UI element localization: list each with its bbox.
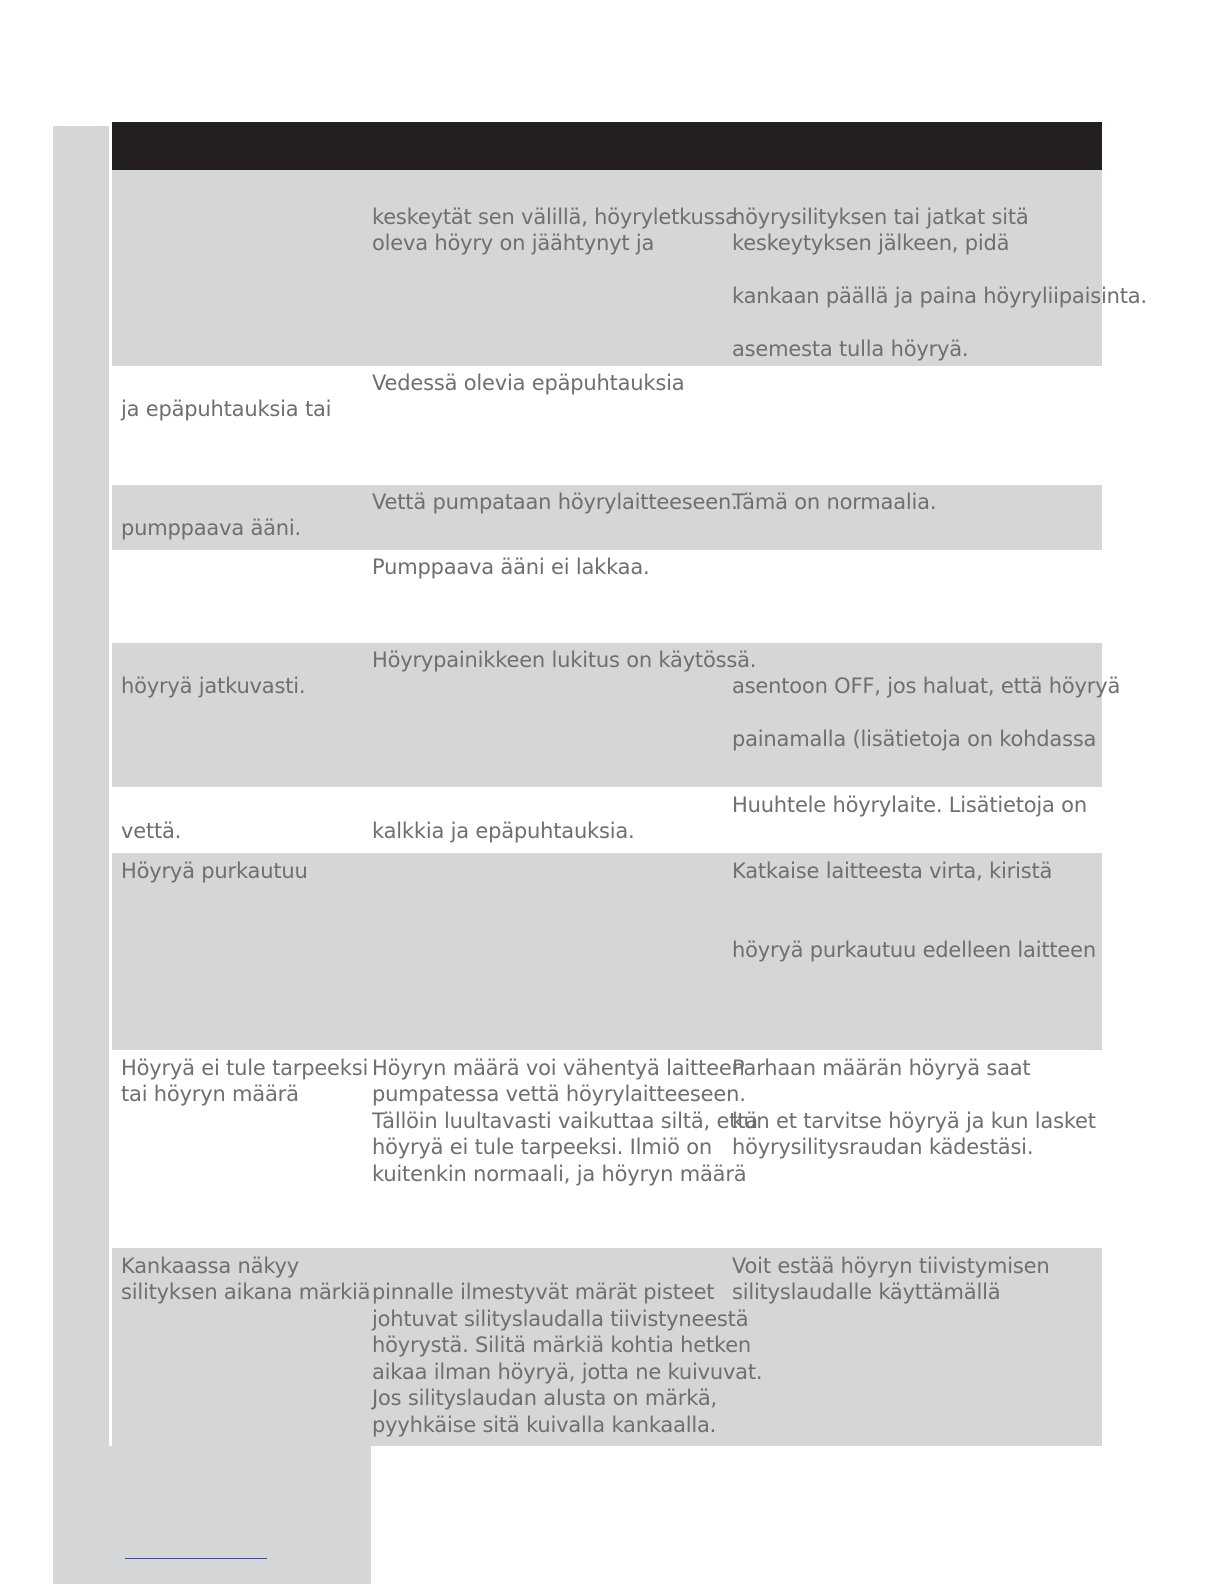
- table-row: [112, 170, 1147, 366]
- solution-line: silityslaudalle käyttämällä: [732, 1280, 1001, 1304]
- cause-line: Vettä pumpataan höyrylaitteeseen.: [372, 490, 738, 514]
- problem-line: pumppaava ääni.: [121, 516, 302, 540]
- problem-line: tai höyryn määrä: [121, 1082, 299, 1106]
- cause-line: johtuvat silityslaudalla tiivistyneestä: [372, 1307, 749, 1331]
- cause-line: höyryä ei tule tarpeeksi. Ilmiö on: [372, 1135, 712, 1159]
- cause-line: pyyhkäise sitä kuivalla kankaalla.: [372, 1413, 717, 1437]
- table-row: [112, 550, 1102, 643]
- cause-line: Höyryn määrä voi vähentyä laitteen: [372, 1056, 745, 1080]
- solution-line: keskeytyksen jälkeen, pidä: [732, 231, 1010, 255]
- problem-line: Höyryä ei tule tarpeeksi: [121, 1056, 369, 1080]
- solution-line: Tämä on normaalia.: [732, 490, 937, 514]
- cause-line: Jos silityslaudan alusta on märkä,: [372, 1386, 717, 1410]
- cause-line: kuitenkin normaali, ja höyryn määrä: [372, 1162, 747, 1186]
- cause-line: oleva höyry on jäähtynyt ja: [372, 231, 655, 255]
- cause-line: Vedessä olevia epäpuhtauksia: [372, 371, 685, 395]
- solution-line: Huuhtele höyrylaite. Lisätietoja on: [732, 793, 1087, 817]
- table-row: [112, 643, 1121, 787]
- cause-line: Tällöin luultavasti vaikuttaa siltä, että: [372, 1109, 758, 1133]
- solution-line: höyryä purkautuu edelleen laitteen: [732, 938, 1096, 962]
- solution-line: höyrysilityksen tai jatkat sitä: [732, 205, 1029, 229]
- solution-line: kankaan päällä ja paina höyryliipaisinta.: [732, 284, 1147, 308]
- table-row: [112, 853, 1102, 1050]
- solution-line: Voit estää höyryn tiivistymisen: [732, 1254, 1050, 1278]
- solution-line: höyrysilitysraudan kädestäsi.: [732, 1135, 1034, 1159]
- cause-line: Pumppaava ääni ei lakkaa.: [372, 555, 650, 579]
- cause-line: Höyrypainikkeen lukitus on käytössä.: [372, 648, 757, 672]
- table-row: [112, 366, 1102, 485]
- cause-line: keskeytät sen välillä, höyryletkussa: [372, 205, 738, 229]
- solution-line: kun et tarvitse höyryä ja kun lasket: [732, 1109, 1096, 1133]
- table-row: [112, 787, 1102, 853]
- table-row: [112, 485, 1102, 550]
- problem-line: vettä.: [121, 819, 182, 843]
- cause-line: pinnalle ilmestyvät märät pisteet: [372, 1280, 715, 1304]
- left-footer-block: [53, 1446, 371, 1584]
- problem-line: höyryä jatkuvasti.: [121, 674, 306, 698]
- table-row: [112, 1248, 1102, 1446]
- solution-line: Parhaan määrän höyryä saat: [732, 1056, 1031, 1080]
- problem-line: ja epäpuhtauksia tai: [121, 397, 332, 421]
- troubleshooting-table: [112, 122, 1147, 1446]
- cause-line: kalkkia ja epäpuhtauksia.: [372, 819, 635, 843]
- solution-line: painamalla (lisätietoja on kohdassa: [732, 727, 1097, 751]
- cause-line: aikaa ilman höyryä, jotta ne kuivuvat.: [372, 1360, 763, 1384]
- solution-line: Katkaise laitteesta virta, kiristä: [732, 859, 1053, 883]
- cause-line: pumpatessa vettä höyrylaitteeseen.: [372, 1082, 746, 1106]
- problem-line: silityksen aikana märkiä: [121, 1280, 371, 1304]
- footer-link-underline[interactable]: [125, 1558, 267, 1559]
- solution-line: asemesta tulla höyryä.: [732, 337, 969, 361]
- problem-line: Höyryä purkautuu: [121, 859, 308, 883]
- cause-line: höyrystä. Silitä märkiä kohtia hetken: [372, 1333, 752, 1357]
- solution-line: asentoon OFF, jos haluat, että höyryä: [732, 674, 1121, 698]
- left-margin-band: [53, 126, 109, 1584]
- table-header-bar: [112, 122, 1102, 170]
- problem-line: Kankaassa näkyy: [121, 1254, 299, 1278]
- table-row: [112, 1050, 1102, 1248]
